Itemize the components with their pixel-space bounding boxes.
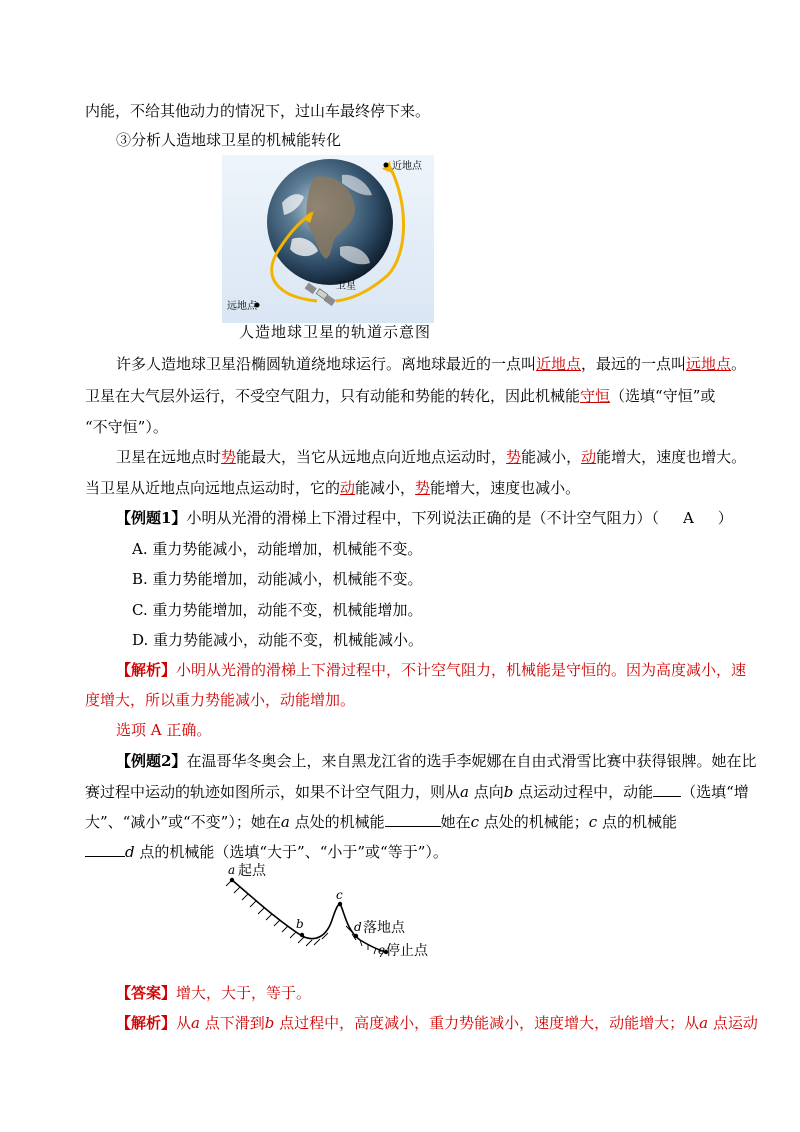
example1-option-d: D. 重力势能减小，动能不变，机械能减小。 — [132, 631, 424, 649]
answer-potential: 势 — [221, 448, 237, 466]
text-span: 增大，大于，等于。 — [176, 984, 312, 1002]
example1-tag: 【例题1】 — [116, 509, 187, 527]
example1-question — [116, 508, 733, 528]
text-span: ） — [717, 509, 733, 527]
text-span: 点的机械能（选填“大于”、“小于”或“等于”）。 — [134, 843, 448, 861]
start-label: 起点 — [238, 863, 266, 879]
stop-label: 停止点 — [386, 943, 428, 959]
example1-option-a: A. 重力势能减小，动能增加，机械能不变。 — [132, 540, 423, 558]
example1-analysis-cont: 度增大，所以重力势能减小，动能增加。 — [85, 691, 356, 709]
answer-perigee: 近地点 — [536, 355, 582, 373]
text-span: 点向 — [468, 783, 504, 801]
text-span: 在温哥华冬奥会上，来自黑龙江省的选手李妮娜在自由式滑雪比赛中获得银牌。她在比 — [186, 752, 757, 770]
var-a: a — [280, 813, 290, 831]
text-span: 点过程中，高度减小，重力势能减小，速度增大，动能增大；从 — [274, 1014, 700, 1032]
point-d-label: d — [354, 920, 362, 934]
text-span: 卫星在远地点时 — [116, 448, 222, 466]
text-span: 小明从光滑的滑梯上下滑过程中，下列说法正确的是（不计空气阻力）（ — [186, 509, 659, 527]
example2-tag: 【例题2】 — [116, 752, 187, 770]
answer-blank[interactable] — [385, 812, 441, 827]
answer-kinetic: 动 — [340, 479, 356, 497]
satellite-label: 卫星 — [336, 281, 356, 292]
text-span: 能增大，速度也增大。 — [596, 448, 747, 466]
example2-line3 — [85, 812, 677, 832]
example2-answer — [116, 983, 311, 1003]
intro-paragraph: 内能，不给其他动力的情况下，过山车最终停下来。 — [85, 102, 431, 120]
paragraph-perigee — [116, 354, 746, 374]
var-a: a — [191, 1014, 200, 1032]
text-span: 点的机械能 — [597, 813, 677, 831]
text-span: 小明从光滑的滑梯上下滑过程中，不计空气阻力，机械能是守恒的。因为高度减小，速 — [176, 661, 747, 679]
answer-blank[interactable] — [653, 782, 681, 797]
analysis-tag: 【解析】 — [116, 661, 177, 679]
text-span: 点处的机械能； — [479, 813, 589, 831]
near-point-label: 近地点 — [392, 161, 422, 172]
text-span: 能增大，速度也减小。 — [430, 479, 581, 497]
var-d: d — [125, 843, 135, 861]
satellite-orbit-figure — [222, 155, 434, 323]
landing-label: 落地点 — [363, 920, 405, 936]
text-span: 点下滑到 — [199, 1014, 265, 1032]
answer-tag: 【答案】 — [116, 984, 177, 1002]
point-a-label: a — [228, 863, 236, 877]
example2-analysis — [116, 1013, 758, 1033]
var-a: a — [699, 1014, 709, 1032]
text-span: （选填“增 — [681, 783, 749, 801]
text-span: 赛过程中运动的轨迹如图所示，如果不计空气阻力，则从 — [85, 783, 461, 801]
ski-trajectory-figure — [220, 858, 440, 968]
far-point-label: 远地点 — [227, 301, 257, 312]
paragraph-energy-change — [116, 447, 746, 467]
point-e-label: e — [378, 943, 386, 957]
point-b-label: b — [296, 917, 304, 931]
answer-potential: 势 — [506, 448, 522, 466]
example1-analysis — [116, 660, 746, 680]
text-span: 能最大，当它从远地点向近地点运动时， — [236, 448, 507, 466]
var-b: b — [264, 1014, 275, 1032]
point-c-label: c — [336, 888, 343, 902]
example2-line2 — [85, 782, 749, 802]
var-c: c — [470, 813, 479, 831]
analysis-tag: 【解析】 — [116, 1014, 177, 1032]
text-span: 卫星在大气层外运行，不受空气阻力，只有动能和势能的转化，因此机械能 — [85, 387, 581, 405]
paragraph-conservation — [85, 386, 715, 406]
text-span: 当卫星从近地点向远地点运动时，它的 — [85, 479, 341, 497]
text-span: ，最远的一点叫 — [581, 355, 687, 373]
var-b: b — [503, 783, 514, 801]
example1-option-b: B. 重力势能增加，动能减小，机械能不变。 — [132, 570, 423, 588]
text-span: 从 — [176, 1014, 192, 1032]
section-heading: ③分析人造地球卫星的机械能转化 — [116, 131, 342, 149]
var-a: a — [460, 783, 469, 801]
text-span: 点运动 — [708, 1014, 758, 1032]
answer-blank[interactable] — [85, 842, 125, 857]
answer-conserved: 守恒 — [580, 387, 611, 405]
text-span: 她在 — [440, 813, 471, 831]
text-span: （选填“守恒”或 — [610, 387, 716, 405]
text-span: 点运动过程中，动能 — [513, 783, 654, 801]
example1-answer: A — [682, 509, 694, 527]
paragraph-energy-change-2 — [85, 478, 580, 498]
figure-caption: 人造地球卫星的轨道示意图 — [239, 323, 432, 341]
example2-question — [116, 751, 756, 771]
text-span: 能减小， — [355, 479, 416, 497]
text-span: 能减小， — [521, 448, 582, 466]
var-c: c — [588, 813, 598, 831]
answer-potential: 势 — [415, 479, 431, 497]
answer-kinetic: 动 — [581, 448, 597, 466]
example1-option-c: C. 重力势能增加，动能不变，机械能增加。 — [132, 601, 423, 619]
text-span: 大”、“减小”或“不变”）；她在 — [85, 813, 281, 831]
text-span: 许多人造地球卫星沿椭圆轨道绕地球运行。离地球最近的一点叫 — [116, 355, 537, 373]
example1-choice: 选项 A 正确。 — [116, 721, 212, 739]
answer-apogee: 远地点 — [686, 355, 732, 373]
text-span: 。 — [731, 355, 747, 373]
paragraph-conservation-end: “不守恒”）。 — [85, 418, 168, 436]
text-span: 点处的机械能 — [289, 813, 385, 831]
